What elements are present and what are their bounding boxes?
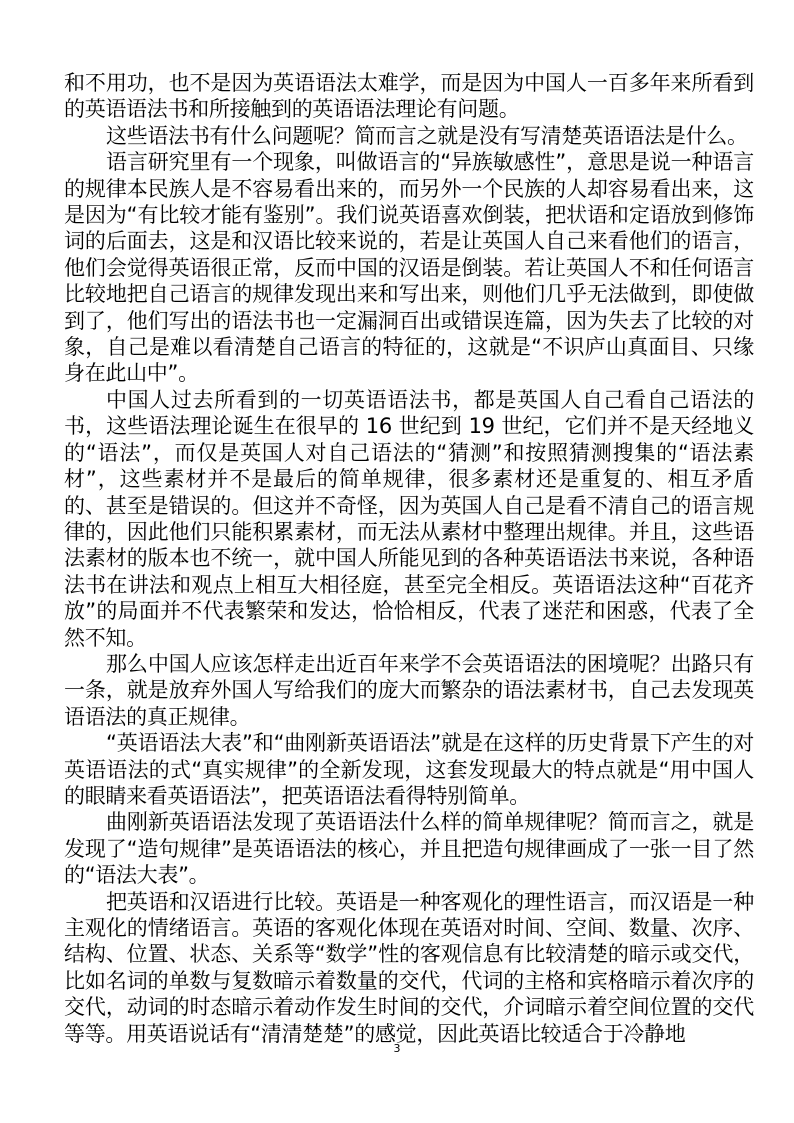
paragraph: 语言研究里有一个现象，叫做语言的“异族敏感性”，意思是说一种语言的规律本民族人是不容易看出来的，而另外一个民族的人却容易看出来，这是因为“有比较才能有鉴别”。我们说英语喜欢倒装，把状语和定语放到修饰词的后面去，这是和汉语比较来说的，若是让英国人自己来看他们的语言，他们会觉得英语很正常，反而中国的汉语是倒装。若让英国人不和任何语言比较地把自己语言的规律发现出来和写出来，则他们几乎无法做到，即使做到了，他们写出的语法书也一定漏洞百出或错误连篇，因为失去了比较的对象，自己是难以看清楚自己语言的特征的，这就是“不识庐山真面目、只缘身在此山中”。 [64,150,754,386]
page-number: 3 [393,1042,401,1055]
paragraph: 把英语和汉语进行比较。英语是一种客观化的理性语言，而汉语是一种主观化的情绪语言。英语的客观化体现在英语对时间、空间、数量、次序、结构、位置、状态、关系等“数学”性的客观信息有比较清楚的暗示或交代，比如名词的单数与复数暗示着数量的交代，代词的主格和宾格暗示着次序的交代，动词的时态暗示着动作发生时间的交代，介词暗示着空间位置的交代等等。用英语说话有“清清楚楚”的感觉，因此英语比较适合于冷静地 [64,889,754,1046]
paragraph-continuation: 和不用功，也不是因为英语语法太难学，而是因为中国人一百多年来所看到的英语语法书和所接触到的英语语法理论有问题。 [64,71,754,122]
body-text [64,70,754,1047]
paragraph: “英语语法大表”和“曲刚新英语语法”就是在这样的历史背景下产生的对英语语法的式“真实规律”的全新发现，这套发现最大的特点就是“用中国人的眼睛来看英语语法”，把英语语法看得特别简单。 [64,731,754,808]
paragraph: 中国人过去所看到的一切英语语法书，都是英国人自己看自己语法的书，这些语法理论诞生在很早的 16 世纪到 19 世纪，它们并不是天经地义的“语法”，而仅是英国人对自己语法的“猜测”和按照猜测搜集的“语法素材”，这些素材并不是最后的简单规律，很多素材还是重复的、相互矛盾的、甚至是错误的。但这并不奇怪，因为英国人自己是看不清自己的语言规律的，因此他们只能积累素材，而无法从素材中整理出规律。并且，这些语法素材的版本也不统一，就中国人所能见到的各种英语语法书来说，各种语法书在讲法和观点上相互大相径庭，甚至完全相反。英语语法这种“百花齐放”的局面并不代表繁荣和发达，恰恰相反，代表了迷茫和困惑，代表了全然不知。 [64,387,754,650]
paragraph: 曲刚新英语语法发现了英语语法什么样的简单规律呢？简而言之，就是发现了“造句规律”是英语语法的核心，并且把造句规律画成了一张一目了然的“语法大表”。 [64,810,754,888]
paragraph: 那么中国人应该怎样走出近百年来学不会英语语法的困境呢？出路只有一条，就是放弃外国人写给我们的庞大而繁杂的语法素材书，自己去发现英语语法的真正规律。 [64,651,754,729]
paragraph: 这些语法书有什么问题呢？简而言之就是没有写清楚英语语法是什么。 [106,123,748,148]
